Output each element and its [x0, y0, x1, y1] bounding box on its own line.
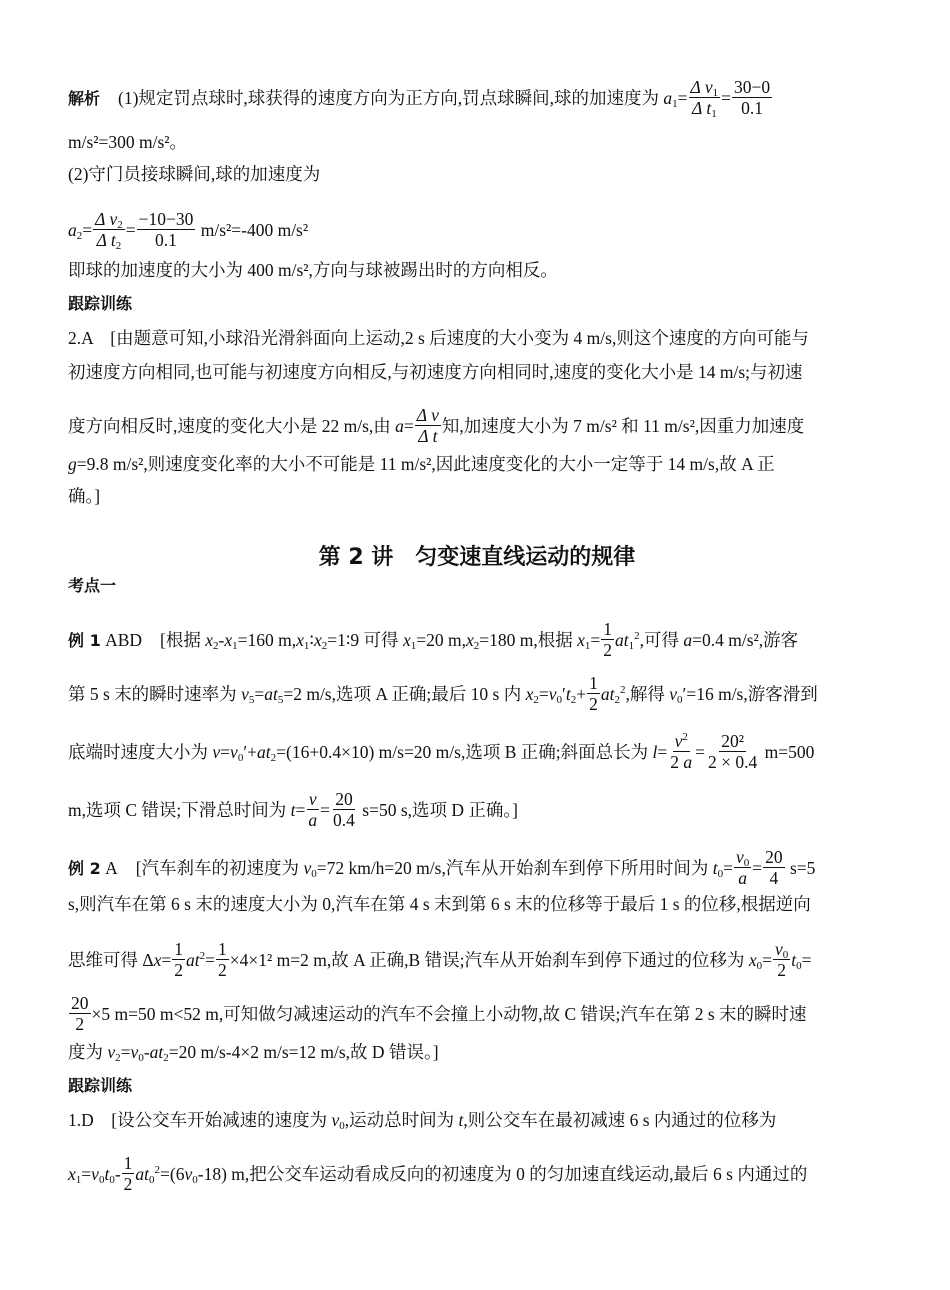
tracking-heading-2: 跟踪训练: [68, 1076, 133, 1095]
tracking-2-line-1: 1.D [设公交车开始减速的速度为 $v_0$,运动总时间为 t,则公交车在最初减速 6 s 内通过的位移为: [68, 1110, 777, 1132]
example-2-line-2: s,则汽车在第 6 s 末的速度大小为 0,汽车在第 4 s 末到第 6 s 末的位移等于最后 1 s 的位移,根据逆向: [68, 894, 811, 914]
fraction: $\frac{v}{a}$: [308, 789, 318, 831]
example-2-line-3: 思维可得 Δx= $\frac{1}{2}$ $at^2=$ $\frac{1}{2}$ ×4×1² m=2 m,故 A 正确,B 错误;汽车从开始刹车到停下通过的位移为 $x_0=$ $\frac{v_0}{2}$ $t_0=$: [68, 939, 812, 981]
fraction: $\frac{\Delta v_1}{\Delta t_1}$: [690, 77, 719, 121]
example-1-label: 例 1: [68, 630, 101, 650]
example-2-line-4: $\frac{20}{2}$ ×5 m=50 m<52 m,可知做匀减速运动的汽车不会撞上小动物,故 C 错误;汽车在第 2 s 末的瞬时速: [71, 993, 807, 1035]
analysis-line-5: 即球的加速度的大小为 400 m/s²,方向与球被踢出时的方向相反。: [68, 260, 558, 280]
section-title: 第 2 讲 匀变速直线运动的规律: [318, 545, 636, 570]
example-2-line-5: 度为 $v_2=v_0-at_2=20$ m/s-4×2 m/s=12 m/s,故 D 错误。]: [68, 1042, 439, 1064]
fraction: $\frac{20}{2}$: [71, 993, 89, 1035]
fraction: $\frac{\text{Δ v}}{\text{Δ t}}$: [416, 405, 439, 447]
tracking-heading: 跟踪训练: [68, 294, 133, 313]
tracking-line-2: 初速度方向相同,也可能与初速度方向相反,与初速度方向相同时,速度的变化大小是 14 m/s;与初速: [68, 362, 803, 382]
tracking-line-3: 度方向相反时,速度的变化大小是 22 m/s,由 a= $\frac{\text{Δ v}}{\text{Δ t}}$ 知,加速度大小为 7 m/s² 和 11 m/s²,因重力加速度: [68, 405, 805, 447]
analysis-line-4: $a_2=$ $\frac{\Delta v_2}{\Delta t_2}$ = $\frac{-10-30}{0.1}$ m/s²=-400 m/s²: [68, 209, 309, 253]
fraction: $\frac{1}{2}$: [218, 939, 227, 981]
fraction: $\frac{-10-30}{0.1}$: [138, 209, 194, 251]
fraction: $\frac{v_0}{a}$: [735, 847, 750, 889]
fraction: $\frac{v_0}{2}$: [775, 939, 789, 981]
example-1-line-1: 例 1 ABD [根据 $x_2-x_1=160$ $m,x_1∶x_2=1∶9$ 可得 $x_1=20$ $m,x_2=180$ m,根据 $x_1=$ $\frac{1}{2}$ $at_1^2$,可得 a=0.4 m/s²,游客: [68, 619, 799, 661]
fraction: $\frac{20}{4}$: [765, 847, 783, 889]
example-1-answer: ABD: [105, 629, 143, 650]
example-1-line-3: 底端时速度大小为 $v=v_0'+at_2=(16+0.4\times 10)$ m/s=20 m/s,选项 B 正确;斜面总长为 l= $\frac{v^2}{2 a}$ = $\frac{\text{20²}}{2 \times 0.4}$ m=500: [68, 731, 815, 773]
example-2-answer: A: [105, 857, 118, 878]
analysis-line-2: m/s²=300 m/s²。: [68, 132, 188, 152]
fraction: $\frac{1}{2}$: [603, 619, 612, 661]
tracking-line-5: 确。]: [68, 486, 101, 506]
tracking-line-1: 2.A [由题意可知,小球沿光滑斜面向上运动,2 s 后速度的大小变为 4 m/s,则这个速度的方向可能与: [68, 328, 809, 348]
analysis-line-3: (2)守门员接球瞬间,球的加速度为: [68, 164, 321, 184]
fraction: $\frac{20}{0.4}$: [333, 789, 355, 831]
tracking-line-4: g=9.8 m/s²,则速度变化率的大小不可能是 11 m/s²,因此速度变化的大小一定等于 14 m/s,故 A 正: [68, 454, 775, 474]
example-2-label: 例 2: [68, 858, 101, 878]
fraction: $\frac{\Delta v_2}{\Delta t_2}$: [95, 209, 123, 253]
fraction: $\frac{1}{2}$: [589, 673, 598, 715]
fraction: $\frac{1}{2}$: [174, 939, 184, 981]
fraction: $\frac{\text{20²}}{2 \times 0.4}$: [708, 731, 758, 773]
tracking-2-line-2: $x_1=v_0t_0-$ $\frac{1}{2}$ $at_0^2=(6v_0-18)$ m,把公交车运动看成反向的初速度为 0 的匀加速直线运动,最后 6 s 内通过的: [68, 1153, 808, 1195]
exam-point-label: 考点一: [68, 576, 117, 595]
example-2-line-1: 例 2 A [汽车刹车的初速度为 $v_0=72$ km/h=20 m/s,汽车从开始刹车到停下所用时间为 $t_0=$ $\frac{v_0}{a}$ = $\frac{20}{4}$ s=5: [68, 847, 816, 889]
fraction: $\frac{30-0}{0.1}$: [734, 77, 771, 119]
example-1-line-4: m,选项 C 错误;下滑总时间为 t= $\frac{v}{a}$ = $\frac{20}{0.4}$ s=50 s,选项 D 正确。]: [68, 789, 518, 831]
analysis-line-1: 解析 (1)规定罚点球时,球获得的速度方向为正方向,罚点球瞬间,球的加速度为 $a_1=$ $\frac{\Delta v_1}{\Delta t_1}$ = $\frac{30-0}{0.1}$: [68, 77, 771, 121]
example-1-line-2: 第 5 s 末的瞬时速率为 $v_5=at_5=2$ m/s,选项 A 正确;最后 10 s 内 $x_2=v_0't_2+$ $\frac{1}{2}$ $at_2^2$,解得 $v_0'=16$ m/s,游客滑到: [68, 673, 818, 715]
fraction: $\frac{1}{2}$: [123, 1153, 133, 1195]
analysis-label: 解析: [68, 88, 101, 108]
fraction: $\frac{v^2}{2 a}$: [670, 731, 693, 773]
